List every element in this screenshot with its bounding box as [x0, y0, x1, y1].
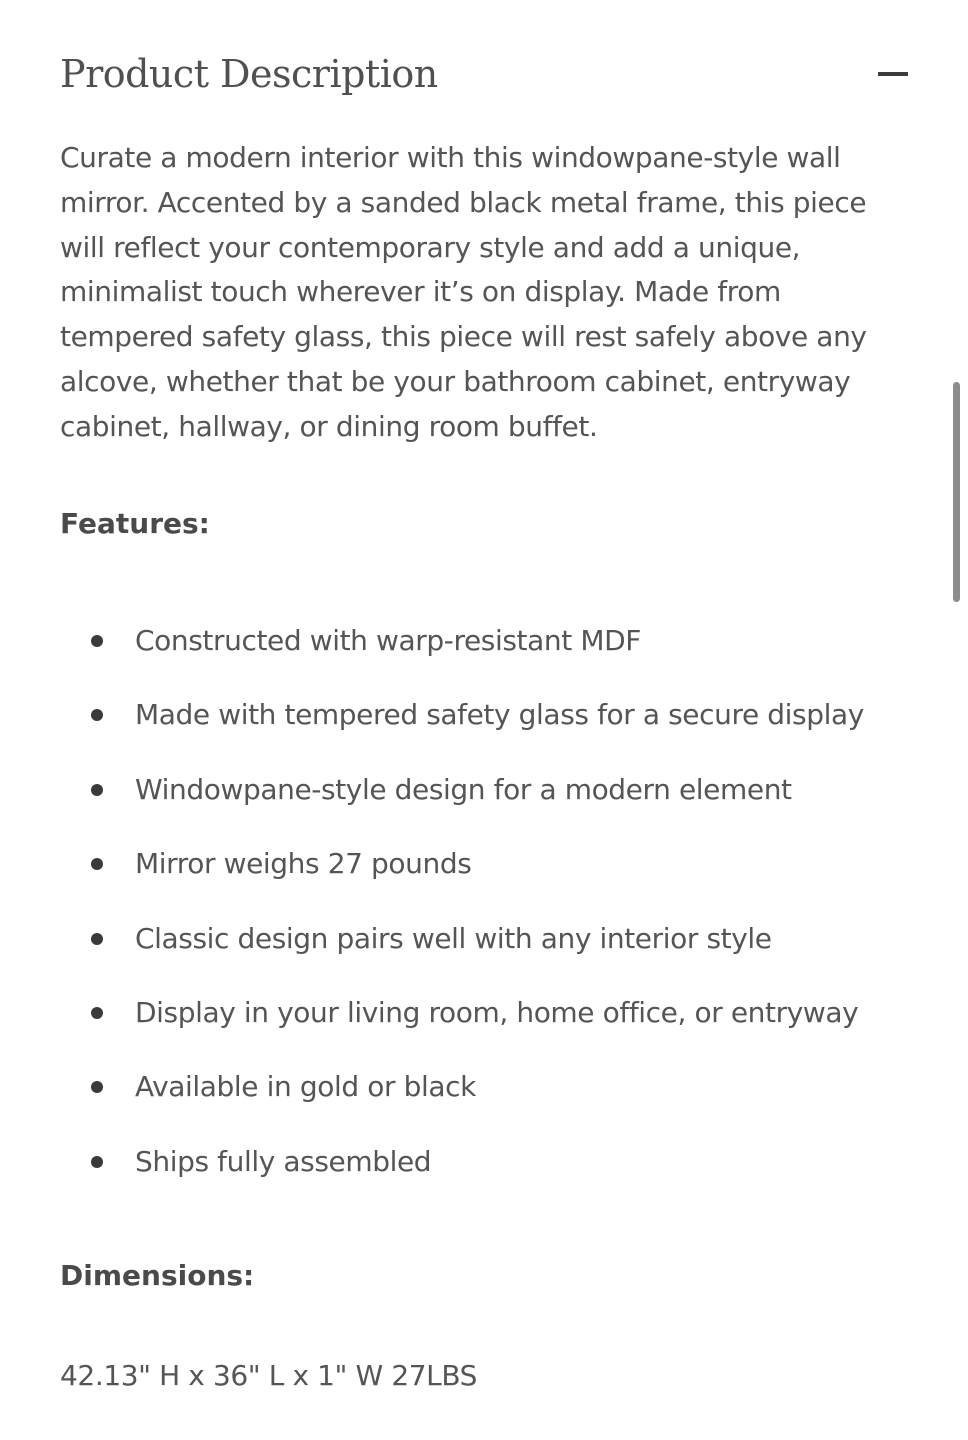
bullet-icon [91, 784, 103, 796]
feature-item [60, 686, 920, 760]
scrollbar[interactable] [953, 382, 960, 602]
feature-item [60, 612, 920, 686]
minus-icon [878, 72, 908, 76]
feature-item [60, 1058, 920, 1132]
bullet-icon [91, 933, 103, 945]
feature-text: Classic design pairs well with any interior style [135, 921, 772, 955]
bullet-icon [91, 709, 103, 721]
bullet-icon [91, 635, 103, 647]
feature-text: Mirror weighs 27 pounds [135, 847, 472, 881]
bullet-icon [91, 1081, 103, 1093]
feature-item [60, 835, 920, 909]
bullet-icon [91, 1007, 103, 1019]
bullet-icon [91, 1156, 103, 1168]
feature-text: Ships fully assembled [135, 1144, 432, 1178]
feature-text: Constructed with warp-resistant MDF [135, 624, 641, 657]
feature-item [60, 1133, 920, 1207]
feature-text: Windowpane-style design for a modern element [135, 772, 792, 806]
feature-text: Available in gold or black [135, 1070, 476, 1104]
collapse-button[interactable] [870, 54, 910, 94]
dimensions-value: 42.13" H x 36" L x 1" W 27LBS [60, 1359, 478, 1392]
feature-text: Display in your living room, home office, or entryway [135, 995, 859, 1029]
bullet-icon [91, 858, 103, 870]
feature-item [60, 984, 920, 1058]
feature-item [60, 761, 920, 835]
feature-list [60, 612, 920, 1207]
section-title: Product Description [60, 52, 438, 96]
feature-item [60, 910, 920, 984]
product-description-header[interactable] [60, 48, 910, 100]
feature-text: Made with tempered safety glass for a secure display [135, 698, 864, 732]
product-description-text: Curate a modern interior with this windowpane-style wall mirror. Accented by a sanded black metal frame, this piece will reflect your contemporary style and add a unique, minimalist touch wherever it’s on display. Made from tempered safety glass, this piece will rest safely above any alcove, whether that be your bathroom cabinet, entryway cabinet, hallway, or dining room buffet. [60, 141, 867, 443]
dimensions-heading: Dimensions: [60, 1259, 255, 1292]
features-heading: Features: [60, 507, 210, 540]
